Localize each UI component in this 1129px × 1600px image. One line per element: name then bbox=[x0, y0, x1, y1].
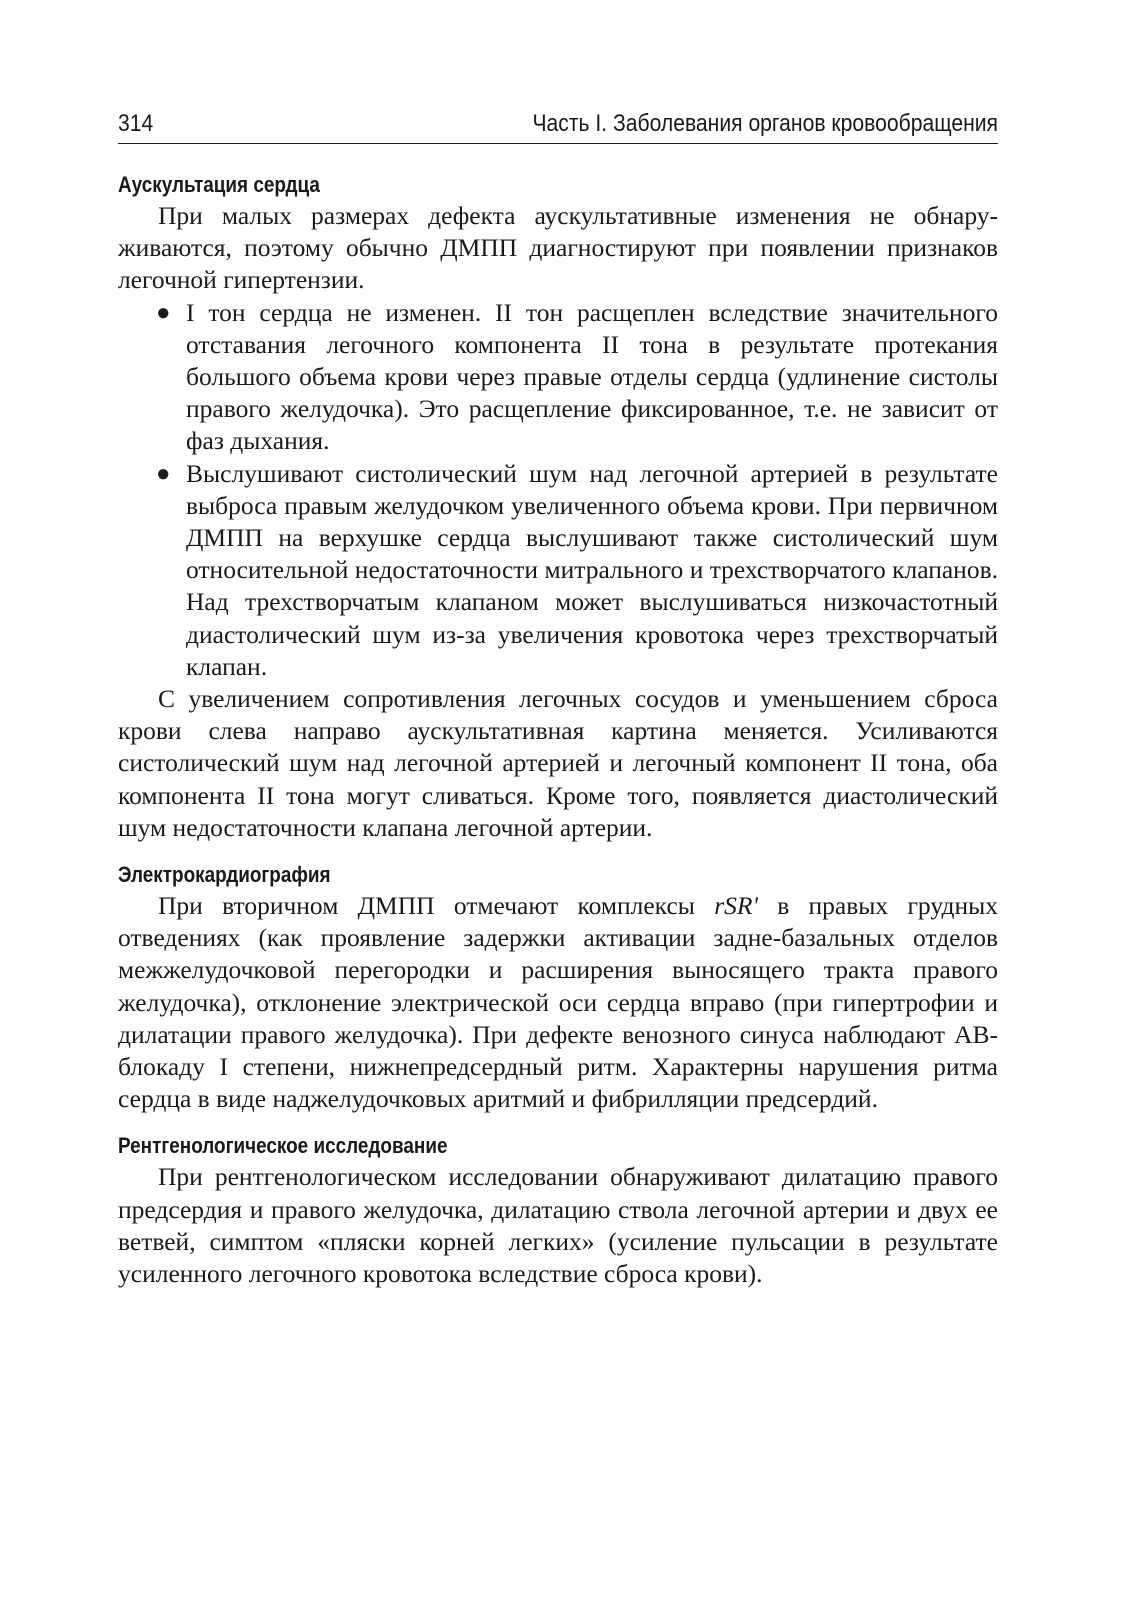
bullet-icon: ● bbox=[156, 299, 171, 326]
running-header bbox=[118, 108, 998, 144]
bullet-text: I тон сердца не изменен. II тон расщеплен вследствие значительного отставания легочного компонента II тона в результате протекания большого объема крови через правые отделы сердца (удлинение систолы правого желудочка). Это расщепление фиксированное, т.е. не зависит от фаз дыхания. bbox=[186, 297, 998, 456]
paragraph-auscultation-outro: С увеличением сопротивления легочных сосудов и уменьшением сброса крови слева направо аускультативная картина меняется. Усиливаются систолический шум над легочной артерией и легочный компонент II тона, оба компонента II тона могут сливаться. Кроме того, появляется диастолический шум недостаточности клапана легочной артерии. bbox=[118, 684, 998, 842]
paragraph-xray: При рентгенологическом исследовании обнаруживают дилатацию правого предсердия и правого желудочка, дилатацию ствола легочной артерии и двух ее ветвей, симптом «пляски корней легких» (усиление пульсации в результате усиленного легочного кровотока вследствие сброса крови). bbox=[118, 1162, 998, 1289]
ecg-complex-italic: rSR' bbox=[714, 891, 758, 921]
section-title-xray: Рентгенологическое исследование bbox=[118, 1133, 448, 1159]
bullet-icon: ● bbox=[156, 460, 171, 487]
section-title-ecg: Электрокардиография bbox=[118, 862, 331, 888]
book-page bbox=[118, 108, 998, 1290]
running-title: Часть I. Заболевания органов кровообращения bbox=[532, 110, 998, 137]
bullet-list-auscultation bbox=[118, 297, 998, 683]
page-number: 314 bbox=[118, 110, 154, 137]
bullet-item bbox=[156, 458, 998, 683]
ecg-text-after: в правых грудных отведениях (как проявление задержки активации задне-базальных отделов межжелудочковой перегородки и расширения выносящего тракта правого желудочка), отклонение электрической оси сердца вправо (при гипертрофии и дилатации правого желудочка). При дефекте венозного синуса наблюдают АВ-блокаду I степени, нижнепредсердный ритм. Характерны нарушения ритма сердца в виде наджелудочковых аритмий и фибрилляции предсердий. bbox=[118, 891, 998, 1114]
bullet-item bbox=[156, 297, 998, 458]
bullet-text: Выслушивают систолический шум над легочной артерией в результате выброса правым желудочком увеличенного объема крови. При первичном ДМПП на верхушке сердца выслушивают также систолический шум относительной недостаточности митрального и трехстворчатого клапанов. Над трехстворчатым клапаном может выслушиваться низкочастотный диастолический шум из-за увеличения кровотока через трехстворчатый клапан. bbox=[186, 458, 998, 681]
section-title-auscultation: Аускультация сердца bbox=[118, 172, 320, 197]
paragraph-auscultation-intro: При малых размерах дефекта аускультативные изменения не обнаруживаются, поэтому обычно ДМПП диагностируют при появлении признаков легочной гипертензии. bbox=[118, 201, 998, 295]
paragraph-ecg bbox=[118, 890, 998, 1115]
ecg-text-before: При вторичном ДМПП отмечают комплексы bbox=[158, 891, 715, 921]
